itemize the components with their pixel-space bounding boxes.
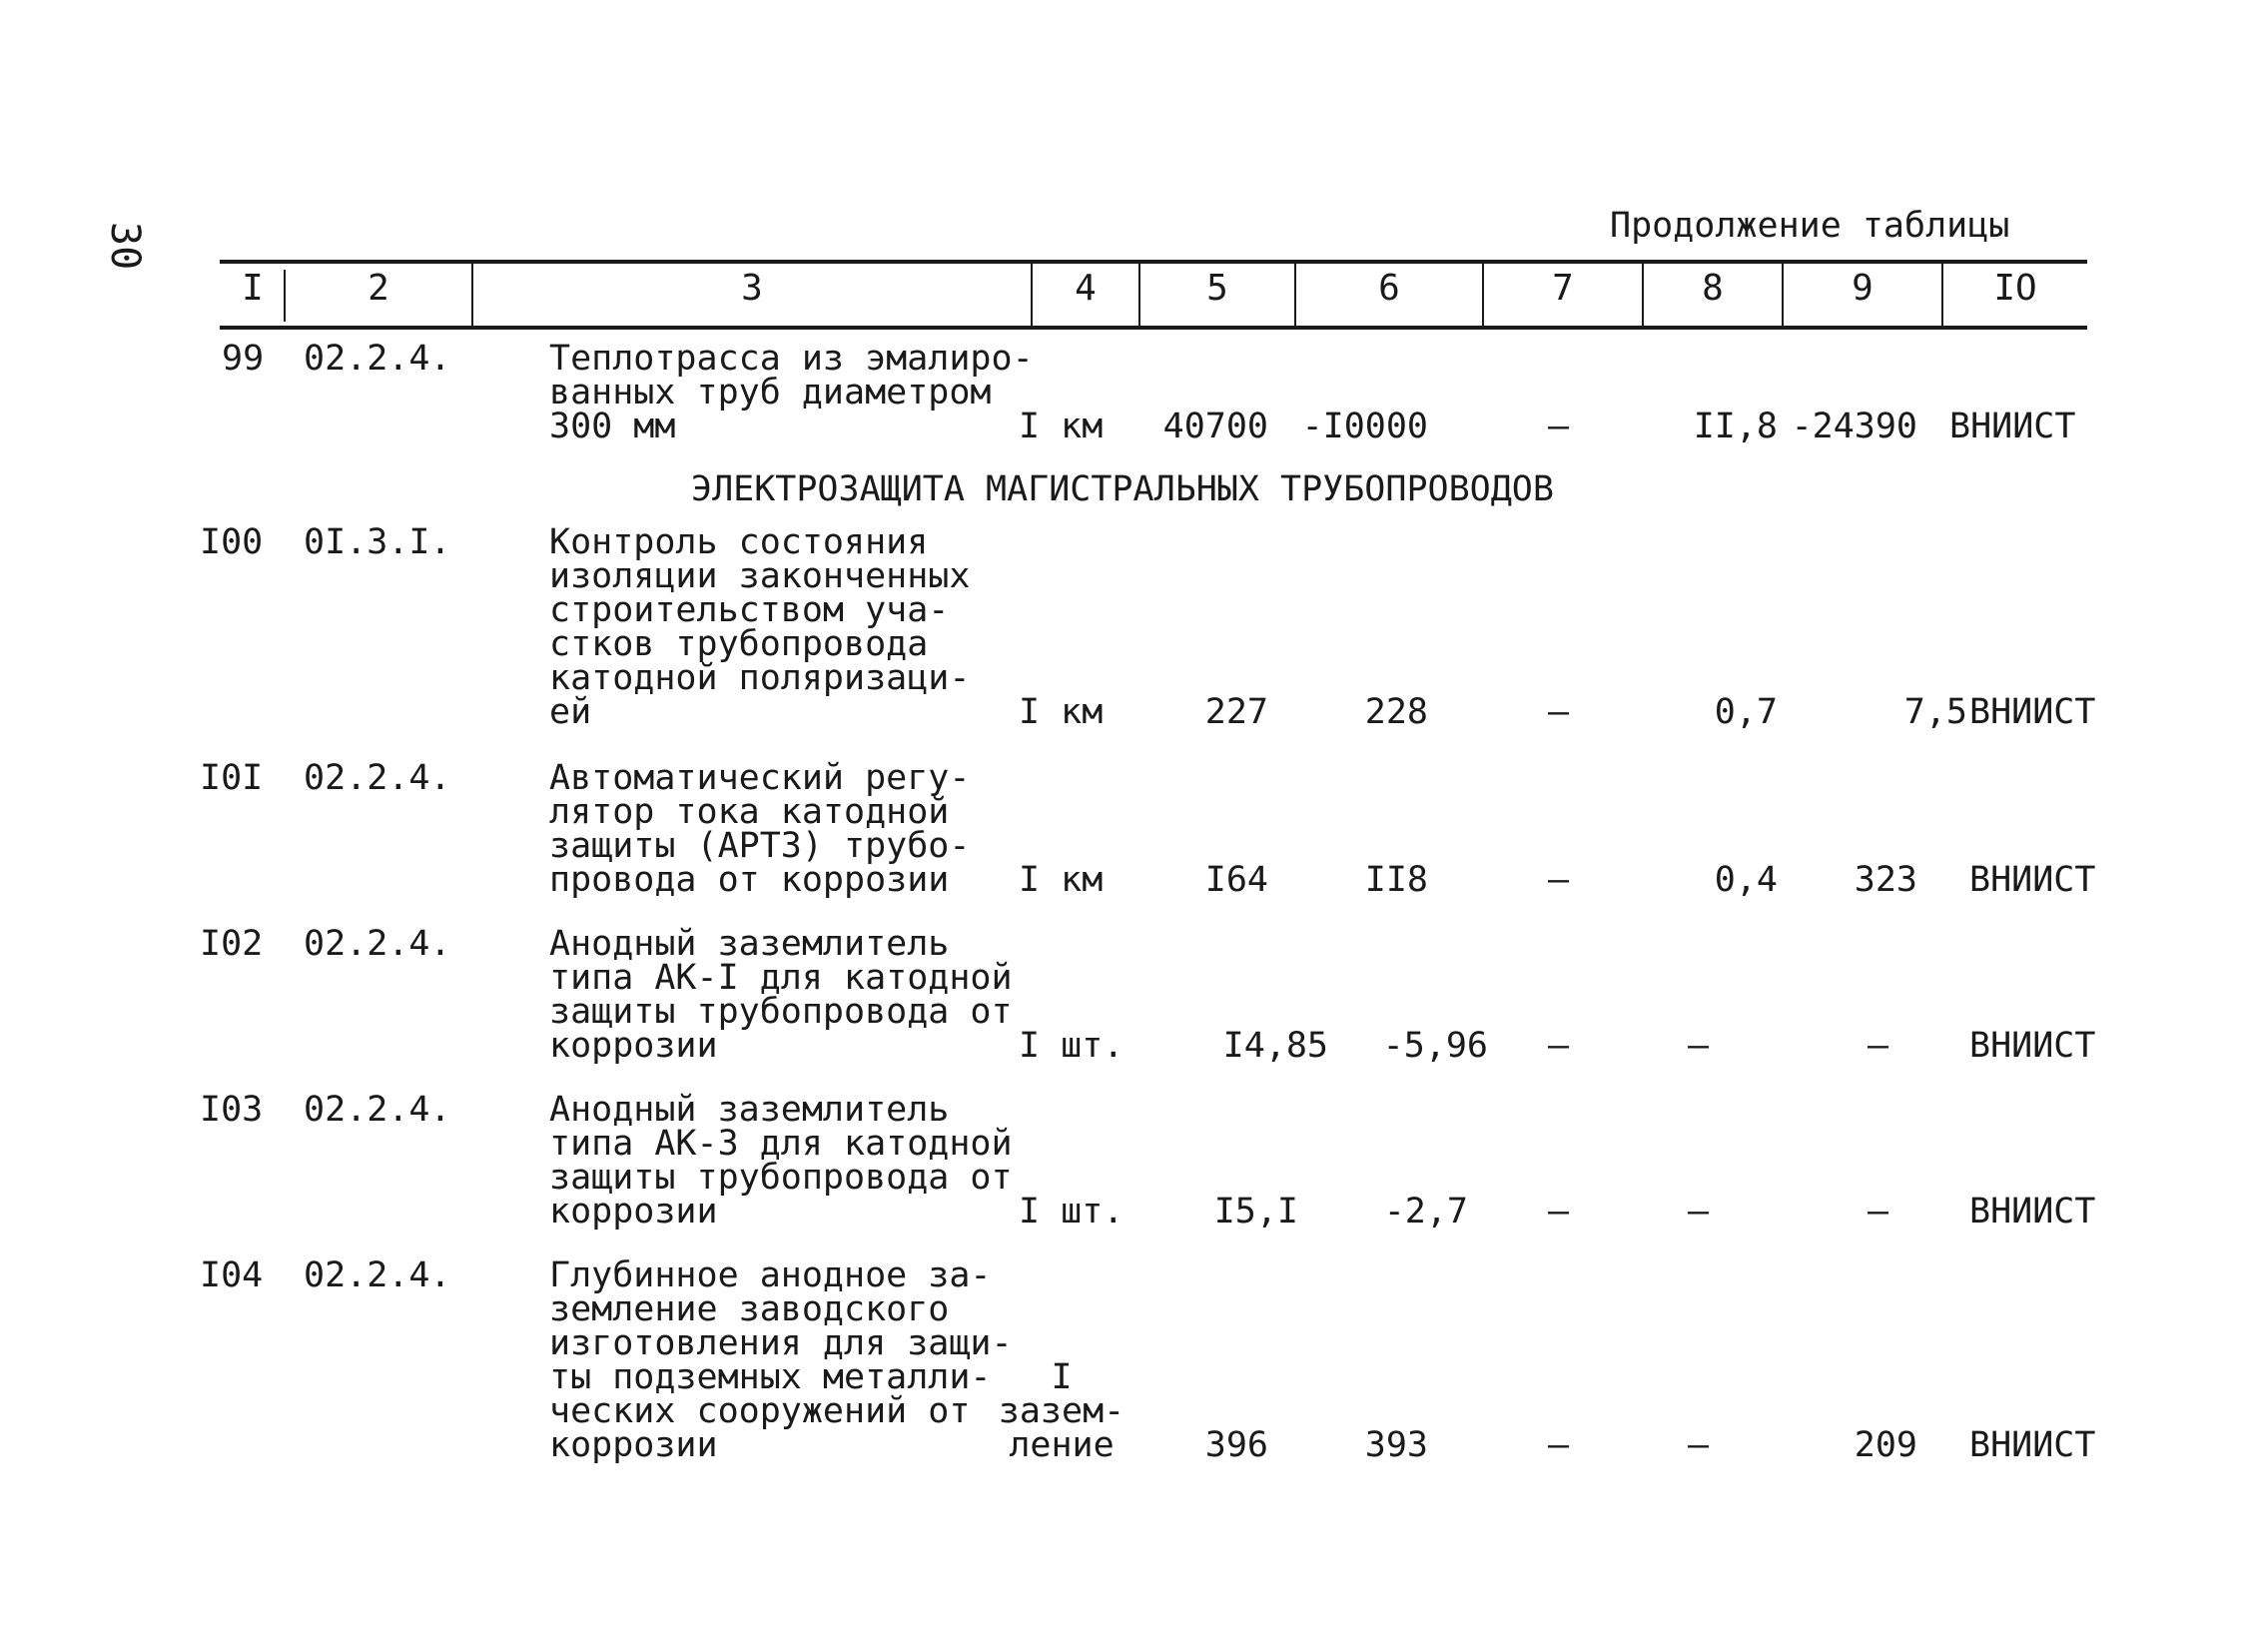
row-col8: 0,4	[1714, 860, 1778, 900]
section-title: ЭЛЕКТРОЗАЩИТА МАГИСТРАЛЬНЫХ ТРУБОПРОВОДОВ	[691, 469, 1554, 509]
column-header: 6	[1378, 268, 1400, 309]
row-source: ВНИИСТ	[1969, 860, 2096, 900]
row-code: 02.2.4.	[304, 1090, 451, 1130]
continuation-label: Продолжение таблицы	[1610, 206, 2010, 246]
row-col7: –	[1548, 860, 1570, 900]
column-header: I	[242, 268, 264, 309]
row-source: ВНИИСТ	[1969, 692, 2096, 732]
row-description: Анодный заземлитель типа АК-3 для катодной защиты трубопровода от коррозии	[549, 1090, 1013, 1232]
row-col9: 209	[1854, 1425, 1917, 1465]
row-description: Глубинное анодное за- земление заводского изготовления для защи- ты подземных металли- ческих сооружений от коррозии	[549, 1255, 1013, 1465]
row-col8: –	[1688, 1026, 1710, 1066]
row-number: I0I	[200, 758, 264, 798]
row-number: I00	[200, 522, 264, 562]
row-unit: I км	[1019, 407, 1104, 446]
row-unit: I шт.	[1019, 1026, 1124, 1066]
column-header: 8	[1702, 268, 1724, 309]
row-col8: II,8	[1693, 407, 1778, 446]
row-col7: –	[1548, 1026, 1570, 1066]
header-top-rule	[220, 260, 2087, 264]
row-description: Автоматический регу- лятор тока катодной защиты (АРТЗ) трубо- провода от коррозии	[549, 758, 971, 900]
row-col6: II8	[1364, 860, 1428, 900]
column-header: 4	[1075, 268, 1097, 309]
row-col7: –	[1548, 692, 1570, 732]
row-number: I03	[200, 1090, 264, 1130]
row-description: Анодный заземлитель типа АК-I для катодной защиты трубопровода от коррозии	[549, 924, 1013, 1066]
row-col7: –	[1548, 1425, 1570, 1465]
row-col5: I64	[1204, 860, 1268, 900]
row-source: ВНИИСТ	[1949, 407, 2076, 446]
row-col6: 393	[1364, 1425, 1428, 1465]
row-col9: 7,5	[1903, 692, 1967, 732]
row-col9: 323	[1854, 860, 1917, 900]
header-bottom-rule	[220, 326, 2087, 330]
row-col9: -24390	[1791, 407, 1917, 446]
row-col9: –	[1868, 1192, 1889, 1232]
row-col5: 40700	[1162, 407, 1268, 446]
row-col8: –	[1688, 1192, 1710, 1232]
row-number: I04	[200, 1255, 264, 1295]
row-code: 02.2.4.	[304, 758, 451, 798]
row-col9: –	[1868, 1026, 1889, 1066]
row-source: ВНИИСТ	[1969, 1425, 2096, 1465]
row-col8: 0,7	[1714, 692, 1778, 732]
row-col6: -5,96	[1382, 1026, 1488, 1066]
row-unit: I шт.	[1019, 1192, 1124, 1232]
column-header: 5	[1206, 268, 1228, 309]
row-code: 0I.3.I.	[304, 522, 451, 562]
row-unit: I км	[1019, 692, 1104, 732]
row-description: Контроль состояния изоляции законченных строительством уча- стков трубопровода катодной поляризаци- ей	[549, 522, 971, 732]
row-unit: I зазем- ление	[998, 1357, 1125, 1465]
row-unit: I км	[1019, 860, 1104, 900]
column-header: 2	[368, 268, 389, 309]
column-header: 3	[741, 268, 763, 309]
row-col6: -I0000	[1301, 407, 1428, 446]
row-code: 02.2.4.	[304, 339, 451, 379]
row-col5: 227	[1204, 692, 1268, 732]
column-header: 9	[1852, 268, 1873, 309]
column-header: 7	[1552, 268, 1574, 309]
row-col5: 396	[1204, 1425, 1268, 1465]
row-number: I02	[200, 924, 264, 964]
row-col5: I4,85	[1222, 1026, 1328, 1066]
row-number: 99	[222, 339, 265, 379]
row-source: ВНИИСТ	[1969, 1192, 2096, 1232]
row-source: ВНИИСТ	[1969, 1026, 2096, 1066]
row-col6: -2,7	[1383, 1192, 1468, 1232]
page-number: 30	[102, 222, 148, 271]
row-col5: I5,I	[1213, 1192, 1298, 1232]
row-col6: 228	[1364, 692, 1428, 732]
row-col7: –	[1548, 407, 1570, 446]
row-code: 02.2.4.	[304, 924, 451, 964]
row-col8: –	[1688, 1425, 1710, 1465]
column-header: IO	[1993, 268, 2037, 309]
row-col7: –	[1548, 1192, 1570, 1232]
row-description: Теплотрасса из эмалиро- ванных труб диаметром 300 мм	[549, 339, 1034, 446]
row-code: 02.2.4.	[304, 1255, 451, 1295]
